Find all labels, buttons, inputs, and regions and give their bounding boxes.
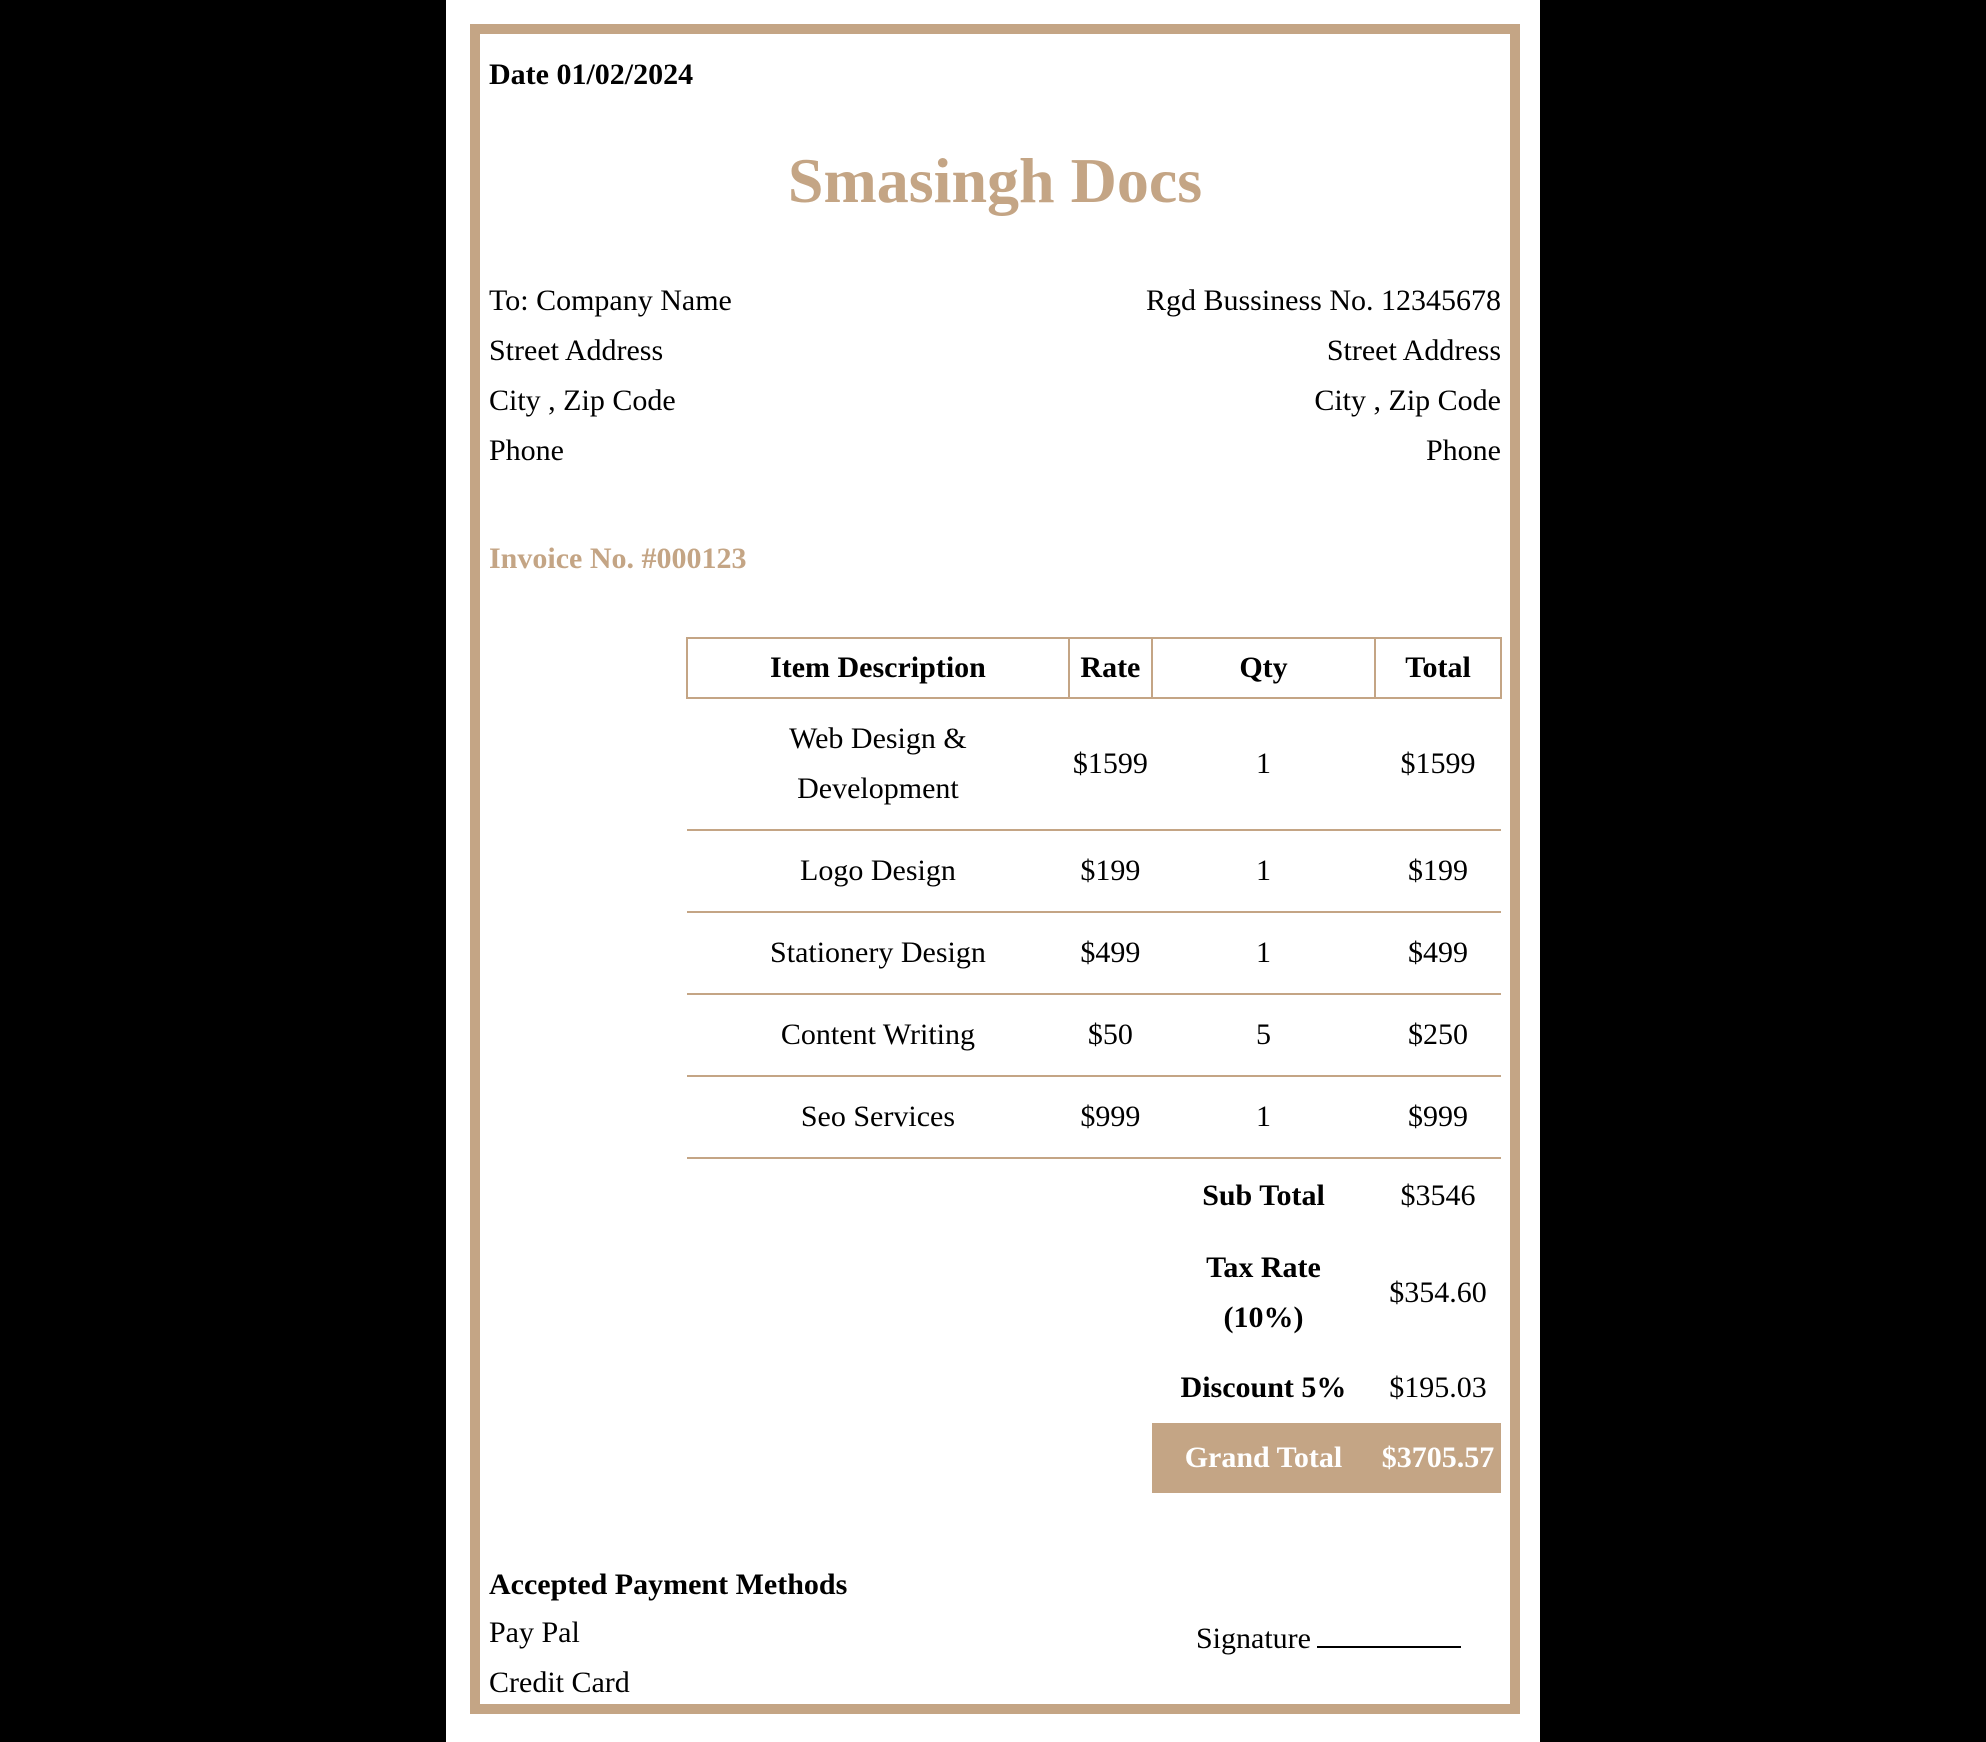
signature-field [1196,1618,1461,1656]
sender-phone: Phone [1426,434,1501,467]
sender-address [1146,276,1501,476]
item-qty: 1 [1152,698,1375,830]
item-total: $999 [1375,1076,1501,1158]
subtotal-row [687,1158,1501,1233]
invoice-page [446,0,1540,1742]
discount-value: $195.03 [1389,1371,1487,1404]
tax-value: $354.60 [1389,1276,1487,1309]
bill-to-company: To: Company Name [489,284,732,317]
item-rate: $999 [1069,1076,1152,1158]
grand-total-value: $3705.57 [1375,1423,1501,1493]
invoice-date: Date 01/02/2024 [489,58,694,91]
bill-to-address [489,276,732,476]
table-row [687,698,1501,830]
item-description: Logo Design [687,830,1069,912]
item-total: $1599 [1375,698,1501,830]
table-row [687,912,1501,994]
item-description: Content Writing [687,994,1069,1076]
subtotal-label: Sub Total [1202,1179,1325,1212]
table-row [687,830,1501,912]
grand-total-row [687,1423,1501,1493]
item-qty: 1 [1152,1076,1375,1158]
item-rate: $1599 [1069,698,1152,830]
payment-methods-title: Accepted Payment Methods [489,1568,848,1601]
item-total: $499 [1375,912,1501,994]
table-row [687,1076,1501,1158]
payment-methods-list [489,1608,630,1708]
payment-method-item: Credit Card [489,1666,630,1699]
item-rate: $199 [1069,830,1152,912]
item-description: Stationery Design [687,912,1069,994]
table-row [687,994,1501,1076]
item-rate: $499 [1069,912,1152,994]
grand-total-label: Grand Total [1152,1423,1375,1493]
bill-to-city-zip: City , Zip Code [489,384,676,417]
item-description: Seo Services [687,1076,1069,1158]
invoice-frame [470,24,1520,1714]
item-qty: 1 [1152,830,1375,912]
header-total: Total [1375,638,1501,698]
bill-to-phone: Phone [489,434,564,467]
business-registration-number: Rgd Bussiness No. 12345678 [1145,284,1501,317]
item-total: $199 [1375,830,1501,912]
sender-city-zip: City , Zip Code [1314,384,1501,417]
invoice-number: Invoice No. #000123 [489,542,747,575]
discount-label: Discount 5% [1180,1371,1347,1404]
item-description: Web Design & Development [687,698,1069,830]
item-rate: $50 [1069,994,1152,1076]
item-total: $250 [1375,994,1501,1076]
signature-line [1317,1618,1461,1648]
header-rate: Rate [1069,638,1152,698]
bill-to-street: Street Address [489,334,664,367]
payment-method-item: Pay Pal [489,1616,580,1649]
header-item-description: Item Description [687,638,1069,698]
company-brand-title: Smasingh Docs [787,145,1203,216]
tax-label: Tax Rate (10%) [1206,1251,1321,1334]
signature-label: Signature [1196,1622,1311,1655]
table-header-row [687,638,1501,698]
item-qty: 5 [1152,994,1375,1076]
subtotal-value: $3546 [1400,1179,1476,1212]
tax-row [687,1233,1501,1353]
header-qty: Qty [1152,638,1375,698]
invoice-items-table [686,637,1502,1493]
sender-street: Street Address [1326,334,1501,367]
discount-row [687,1353,1501,1423]
item-qty: 1 [1152,912,1375,994]
